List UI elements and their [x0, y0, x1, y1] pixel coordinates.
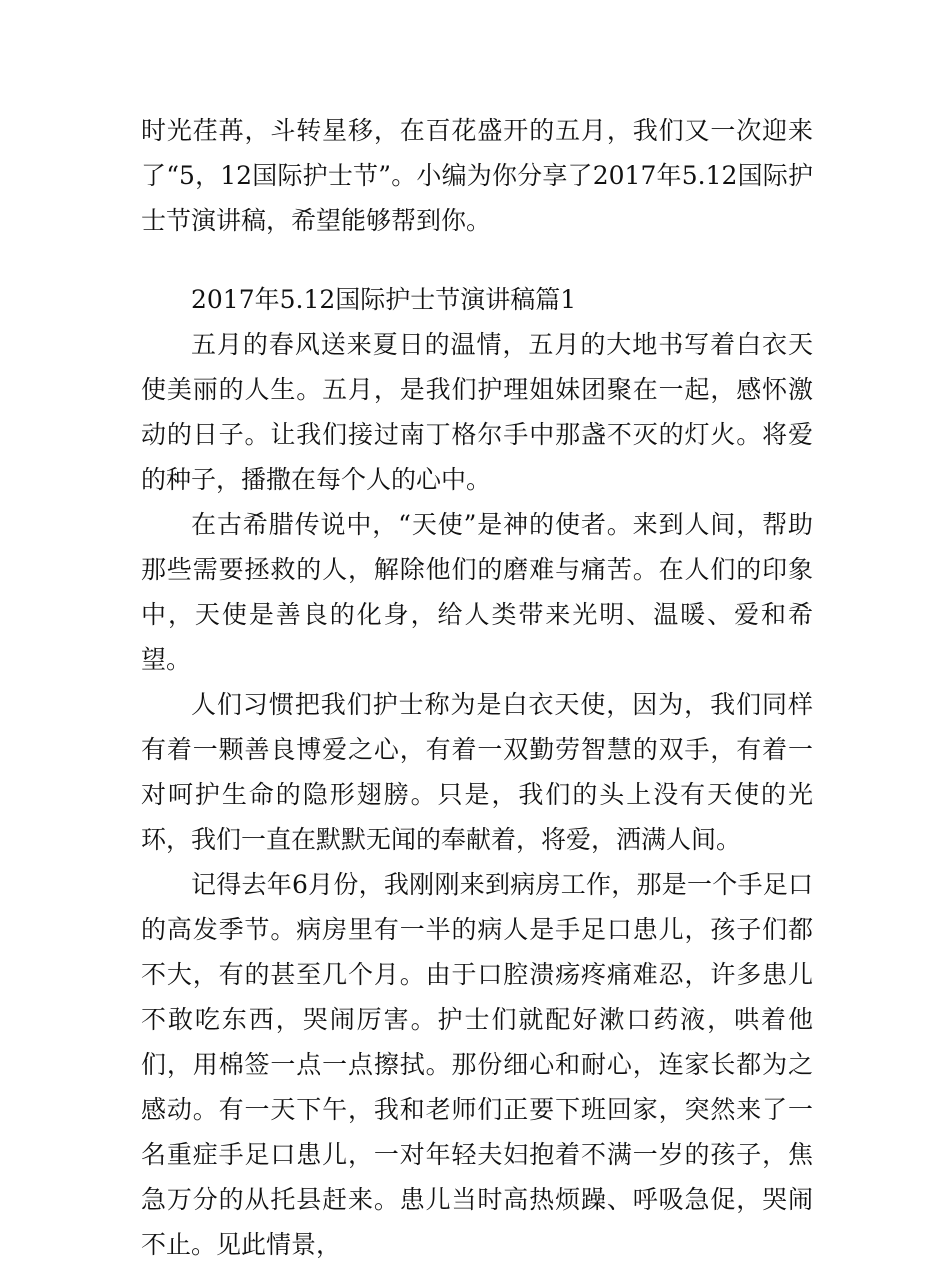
intro-section [141, 108, 813, 243]
article-paragraph-2: 在古希腊传说中，“天使”是神的使者。来到人间，帮助那些需要拯救的人，解除他们的磨难与痛苦。在人们的印象中，天使是善良的化身，给人类带来光明、温暖、爱和希望。 [141, 510, 813, 674]
article-paragraph-4: 记得去年6月份，我刚刚来到病房工作，那是一个手足口的高发季节。病房里有一半的病人是手足口患儿，孩子们都不大，有的甚至几个月。由于口腔溃疡疼痛难忍，许多患儿不敢吃东西，哭闹厉害。护士们就配好漱口药液，哄着他们，用棉签一点一点擦拭。那份细心和耐心，连家长都为之感动。有一天下午，我和老师们正要下班回家，突然来了一名重症手足口患儿，一对年轻夫妇抱着不满一岁的孩子，焦急万分的从托县赶来。患儿当时高热烦躁、呼吸急促，哭闹不止。见此情景， [141, 870, 813, 1259]
intro-paragraph: 时光荏苒，斗转星移，在百花盛开的五月，我们又一次迎来了“5，12国际护士节”。小编为你分享了2017年5.12国际护士节演讲稿，希望能够帮到你。 [141, 116, 813, 235]
article-paragraph-3: 人们习惯把我们护士称为是白衣天使，因为，我们同样有着一颗善良博爱之心，有着一双勤劳智慧的双手，有着一对呵护生命的隐形翅膀。只是，我们的头上没有天使的光环，我们一直在默默无闻的奉献着，将爱，洒满人间。 [141, 690, 813, 854]
article-paragraph-1: 五月的春风送来夏日的温情，五月的大地书写着白衣天使美丽的人生。五月，是我们护理姐妹团聚在一起，感怀激动的日子。让我们接过南丁格尔手中那盏不灭的灯火。将爱的种子，播撒在每个人的心中。 [141, 330, 813, 494]
article-section [141, 277, 813, 1267]
article-heading: 2017年5.12国际护士节演讲稿篇1 [191, 285, 577, 314]
